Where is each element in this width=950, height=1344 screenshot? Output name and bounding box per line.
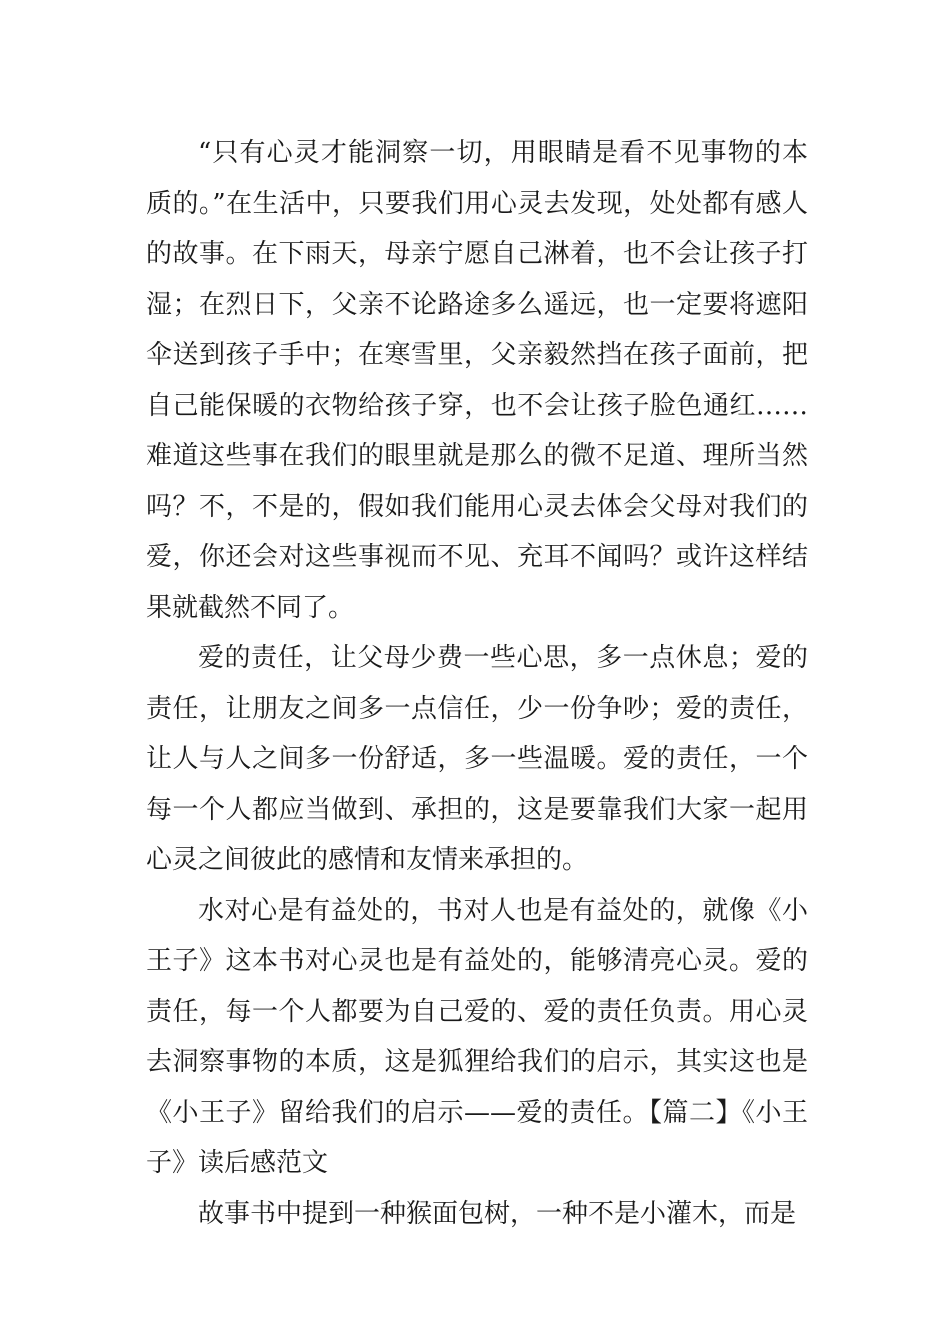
- document-body: [146, 128, 808, 1239]
- paragraph-3: 水对心是有益处的，书对人也是有益处的，就像《小王子》这本书对心灵也是有益处的，能够清亮心灵。爱的责任，每一个人都要为自己爱的、爱的责任负责。用心灵去洞察事物的本质，这是狐狸给我们的启示，其实这也是《小王子》留给我们的启示——爱的责任。【篇二】《小王子》读后感范文: [146, 895, 808, 1178]
- paragraph-1: “只有心灵才能洞察一切，用眼睛是看不见事物的本质的。”在生活中，只要我们用心灵去发现，处处都有感人的故事。在下雨天，母亲宁愿自己淋着，也不会让孩子打湿；在烈日下，父亲不论路途多么遥远，也一定要将遮阳伞送到孩子手中；在寒雪里，父亲毅然挡在孩子面前，把自己能保暖的衣物给孩子穿，也不会让孩子脸色通红……难道这些事在我们的眼里就是那么的微不足道、理所当然吗？不，不是的，假如我们能用心灵去体会父母对我们的爱，你还会对这些事视而不见、充耳不闻吗？或许这样结果就截然不同了。: [146, 138, 808, 623]
- paragraph-4: 故事书中提到一种猴面包树，一种不是小灌木，而是: [198, 1198, 797, 1229]
- paragraph-2: 爱的责任，让父母少费一些心思，多一点休息；爱的责任，让朋友之间多一点信任，少一份争吵；爱的责任，让人与人之间多一份舒适，多一些温暖。爱的责任，一个每一个人都应当做到、承担的，这是要靠我们大家一起用心灵之间彼此的感情和友情来承担的。: [146, 643, 808, 875]
